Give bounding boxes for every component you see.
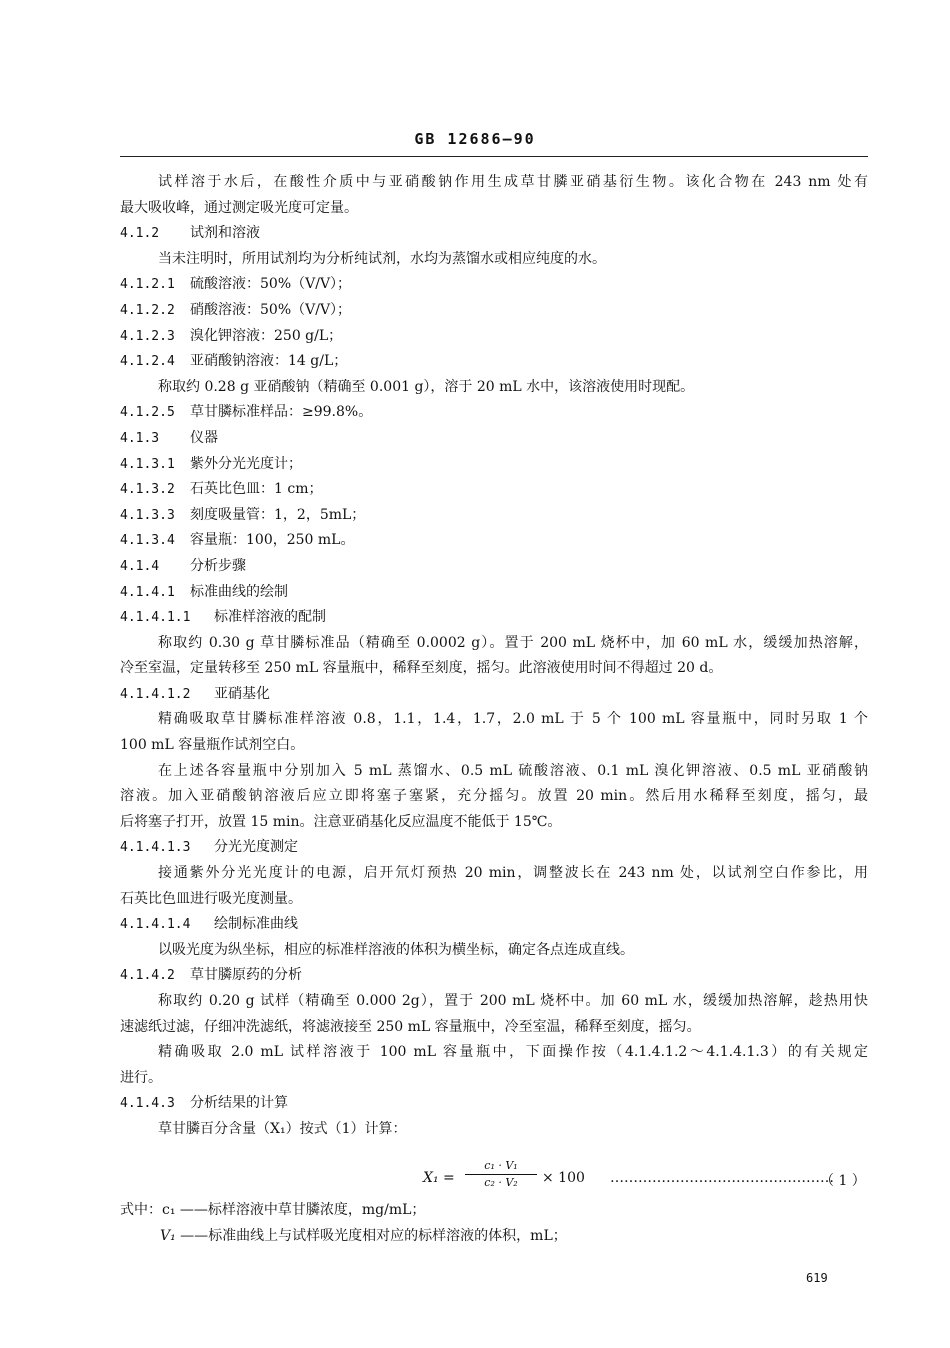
paragraph-line — [120, 938, 868, 964]
page-number: 619 — [806, 1271, 828, 1285]
paragraph-text: 称取约 0.20 g 试样（精确至 0.000 2g），置于 200 mL 烧杯中。加 60 mL 水，缓缓加热溶解，趁热用快 — [158, 993, 868, 1009]
paragraph-text: 进行。 — [120, 1069, 162, 1086]
section-title: 亚硝酸钠溶液：14 g/L； — [190, 353, 348, 370]
section-heading — [120, 963, 868, 989]
paragraph-line — [120, 170, 868, 196]
definition-text: 标样溶液中草甘膦浓度，mg/mL； — [207, 1202, 426, 1218]
section-title: 分析结果的计算 — [190, 1095, 288, 1112]
section-number: 4.1.4.2 — [120, 968, 175, 984]
section-number: 4.1.4 — [120, 558, 160, 574]
section-number: 4.1.3.2 — [120, 482, 175, 498]
formula-number: （ 1 ） — [820, 1173, 866, 1189]
section-heading — [120, 605, 868, 631]
formula-fraction — [465, 1158, 537, 1191]
document-body — [120, 170, 868, 1143]
section-title: 硫酸溶液：50%（V/V）； — [190, 276, 352, 293]
section-title: 试剂和溶液 — [190, 225, 260, 242]
formula-1 — [120, 1158, 868, 1198]
section-heading — [120, 272, 868, 298]
section-heading — [120, 835, 868, 861]
section-number: 4.1.4.1.1 — [120, 610, 191, 626]
paragraph-text: 在上述各容量瓶中分别加入 5 mL 蒸馏水、0.5 mL 硫酸溶液、0.1 mL 溴化钾溶液、0.5 mL 亚硝酸钠 — [158, 762, 868, 779]
section-number: 4.1.2.3 — [120, 328, 175, 344]
paragraph-line — [120, 733, 868, 759]
paragraph-text: 最大吸收峰，通过测定吸光度可定量。 — [120, 199, 358, 216]
section-title: 硝酸溶液：50%（V/V）； — [190, 301, 352, 318]
section-title: 标准样溶液的配制 — [214, 609, 326, 626]
section-title: 草甘膦原药的分析 — [190, 967, 302, 984]
section-heading — [120, 349, 868, 375]
section-heading — [120, 528, 868, 554]
paragraph-line — [120, 375, 868, 401]
paragraph-line — [120, 707, 868, 733]
section-heading — [120, 452, 868, 478]
paragraph-line — [120, 656, 868, 682]
paragraph-line — [120, 810, 868, 836]
section-heading — [120, 912, 868, 938]
formula-denominator: c₂ · V₂ — [484, 1176, 518, 1189]
section-title: 容量瓶：100，250 mL。 — [190, 532, 355, 549]
header-rule — [120, 156, 868, 157]
section-number: 4.1.3.1 — [120, 456, 175, 472]
paragraph-text: 溶液。加入亚硝酸钠溶液后应立即将塞子塞紧，充分摇匀。放置 20 min。然后用水稀释至刻度，摇匀，最 — [120, 788, 868, 805]
definition-prefix: V₁ —— — [160, 1227, 209, 1244]
definition-prefix: 式中：c₁ —— — [120, 1202, 208, 1218]
definition-line — [120, 1198, 868, 1224]
paragraph-line — [120, 861, 868, 887]
paragraph-text: 接通紫外分光光度计的电源，启开氘灯预热 20 min，调整波长在 243 nm 处，以试剂空白作参比，用 — [158, 865, 868, 882]
section-title: 刻度吸量管：1，2，5mL； — [190, 506, 366, 523]
section-title: 草甘膦标准样品：≥99.8%。 — [190, 404, 373, 421]
paragraph-line — [120, 247, 868, 273]
section-number: 4.1.2.5 — [120, 405, 175, 421]
paragraph-text: 试样溶于水后，在酸性介质中与亚硝酸钠作用生成草甘膦亚硝基衍生物。该化合物在 243 nm 处有 — [158, 174, 868, 190]
section-heading — [120, 400, 868, 426]
section-heading — [120, 477, 868, 503]
paragraph-text: 石英比色皿进行吸光度测量。 — [120, 890, 302, 907]
section-title: 绘制标准曲线 — [214, 916, 298, 933]
paragraph-text: 冷至室温，定量转移至 250 mL 容量瓶中，稀释至刻度，摇匀。此溶液使用时间不得超过 20 d。 — [120, 660, 723, 677]
paragraph-text: 称取约 0.30 g 草甘膦标准品（精确至 0.0002 g）。置于 200 mL 烧杯中，加 60 mL 水，缓缓加热溶解， — [158, 634, 868, 651]
section-title: 紫外分光光度计； — [190, 455, 302, 472]
section-number: 4.1.2.2 — [120, 302, 175, 318]
paragraph-text: 当未注明时，所用试剂均为分析纯试剂，水均为蒸馏水或相应纯度的水。 — [158, 250, 606, 267]
section-title: 分光光度测定 — [214, 839, 298, 856]
section-heading — [120, 324, 868, 350]
section-number: 4.1.2 — [120, 226, 160, 242]
section-heading — [120, 554, 868, 580]
paragraph-line — [120, 1015, 868, 1041]
paragraph-text: 以吸光度为纵坐标，相应的标准样溶液的体积为横坐标，确定各点连成直线。 — [158, 941, 634, 958]
document-header: GB 12686—90 — [414, 130, 536, 148]
section-heading — [120, 1091, 868, 1117]
formula-lhs: X₁ = — [423, 1170, 455, 1186]
paragraph-line — [120, 989, 868, 1015]
definition-text: 标准曲线上与试样吸光度相对应的标样溶液的体积，mL； — [208, 1227, 567, 1244]
paragraph-text: 精确吸取草甘膦标准样溶液 0.8，1.1，1.4，1.7，2.0 mL 于 5 个 100 mL 容量瓶中，同时另取 1 个 — [158, 711, 868, 728]
section-number: 4.1.4.1.2 — [120, 686, 191, 702]
section-number: 4.1.4.3 — [120, 1096, 175, 1112]
paragraph-text: 后将塞子打开，放置 15 min。注意亚硝基化反应温度不能低于 15℃。 — [120, 813, 562, 830]
section-title: 石英比色皿：1 cm； — [190, 481, 323, 498]
paragraph-line — [120, 1066, 868, 1092]
section-heading — [120, 682, 868, 708]
definition-line — [120, 1224, 868, 1250]
section-title: 分析步骤 — [190, 557, 246, 574]
section-number: 4.1.4.1.4 — [120, 917, 191, 933]
section-number: 4.1.2.1 — [120, 277, 175, 293]
paragraph-line — [120, 196, 868, 222]
section-number: 4.1.3.3 — [120, 507, 175, 523]
formula-multiplier: × 100 — [542, 1170, 585, 1186]
section-title: 溴化钾溶液：250 g/L； — [190, 327, 343, 344]
paragraph-text: 100 mL 容量瓶作试剂空白。 — [120, 737, 305, 754]
paragraph-line — [120, 887, 868, 913]
paragraph-text: 速滤纸过滤，仔细冲洗滤纸，将滤液接至 250 mL 容量瓶中，冷至室温，稀释至刻度，摇匀。 — [120, 1018, 701, 1035]
formula-numerator: c₁ · V₁ — [465, 1158, 537, 1175]
formula-leader-dots: ………………………………………… — [610, 1170, 834, 1186]
section-title: 仪器 — [190, 429, 218, 446]
paragraph-line — [120, 1117, 868, 1143]
section-number: 4.1.2.4 — [120, 354, 175, 370]
section-heading — [120, 503, 868, 529]
paragraph-text: 草甘膦百分含量（X₁）按式（1）计算： — [158, 1120, 407, 1137]
paragraph-line — [120, 1040, 868, 1066]
paragraph-line — [120, 759, 868, 785]
paragraph-line — [120, 784, 868, 810]
section-heading — [120, 221, 868, 247]
paragraph-text: 精确吸取 2.0 mL 试样溶液于 100 mL 容量瓶中，下面操作按（4.1.4.1.2～4.1.4.1.3）的有关规定 — [158, 1044, 868, 1061]
section-title: 亚硝基化 — [214, 685, 270, 702]
section-heading — [120, 426, 868, 452]
section-title: 标准曲线的绘制 — [190, 583, 288, 600]
section-number: 4.1.3 — [120, 430, 160, 446]
paragraph-text: 称取约 0.28 g 亚硝酸钠（精确至 0.001 g），溶于 20 mL 水中，该溶液使用时现配。 — [158, 378, 695, 395]
formula-definitions — [120, 1198, 868, 1249]
section-heading — [120, 580, 868, 606]
paragraph-line — [120, 631, 868, 657]
section-number: 4.1.4.1.3 — [120, 840, 191, 856]
section-heading — [120, 298, 868, 324]
section-number: 4.1.4.1 — [120, 584, 175, 600]
section-number: 4.1.3.4 — [120, 533, 175, 549]
